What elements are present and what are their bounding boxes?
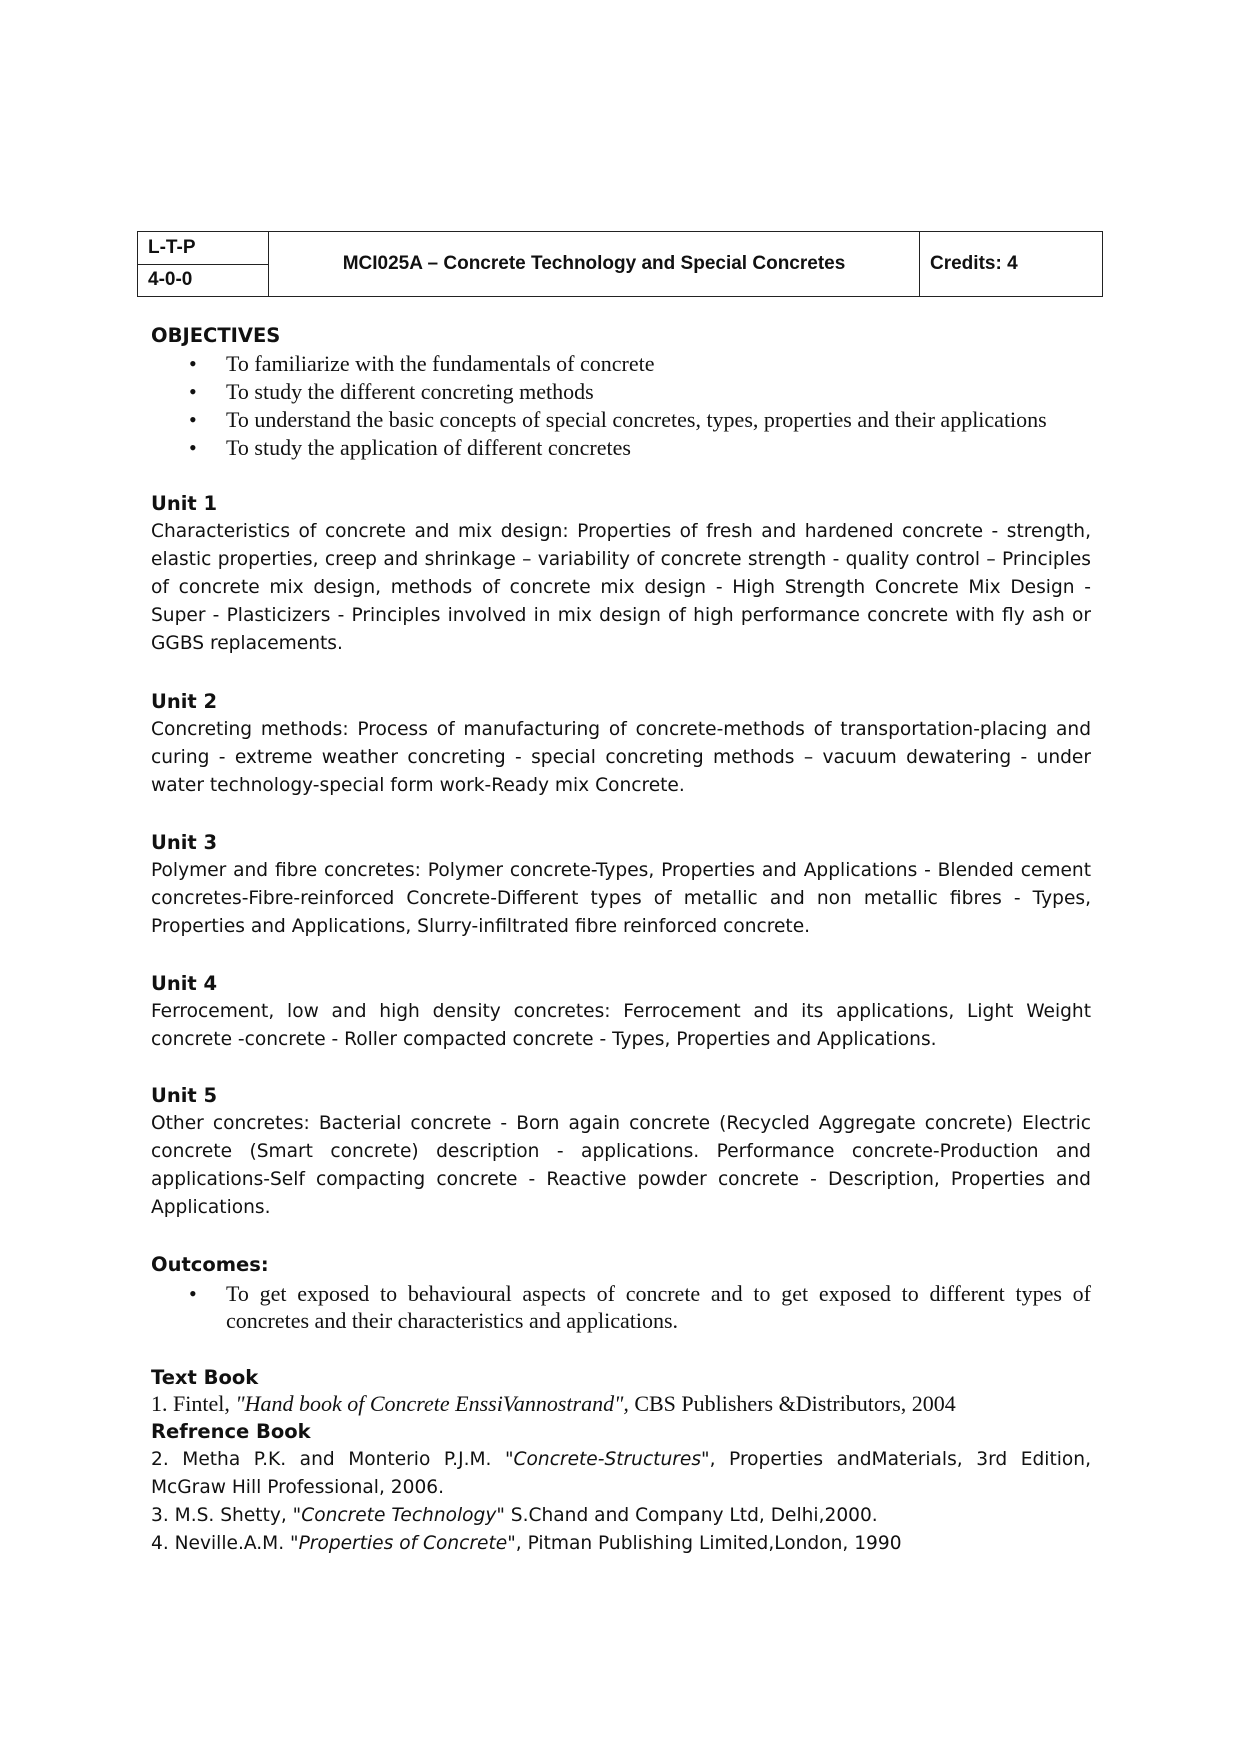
outcome-item: • To get exposed to behavioural aspects of concrete and to get exposed to different types of concretes and their characteristics and applications. <box>151 1280 1091 1334</box>
reference-prefix: 3. M.S. Shetty, <box>151 1505 293 1526</box>
reference-entry <box>151 1530 1091 1558</box>
outcomes-list <box>151 1280 1091 1334</box>
credits-label: Credits: 4 <box>920 232 1103 297</box>
reference-title: "Properties of Concrete" <box>290 1533 516 1554</box>
text-book-entry <box>151 1390 1091 1418</box>
objective-item: • To study the application of different concretes <box>151 434 1091 462</box>
course-header-table <box>137 231 1103 297</box>
unit-5-heading: Unit 5 <box>151 1084 218 1107</box>
unit-4-text: Ferrocement, low and high density concretes: Ferrocement and its applications, Light Weight concrete -concrete - Roller compacted concrete - Types, Properties and Applications. <box>151 1001 1091 1050</box>
reference-entry <box>151 1446 1091 1502</box>
text-book-title: "Hand book of Concrete EnssiVannostrand", <box>235 1391 629 1416</box>
unit-2-text: Concreting methods: Process of manufacturing of concrete-methods of transportation-placing and curing - extreme weather concreting - special concreting methods – vacuum dewatering - under water technology-special form work-Ready mix Concrete. <box>151 719 1091 796</box>
reference-title: "Concrete Technology" <box>292 1505 505 1526</box>
reference-suffix: , Pitman Publishing Limited,London, 1990 <box>515 1533 902 1554</box>
reference-prefix: 4. Neville.A.M. <box>151 1533 291 1554</box>
reference-prefix: 2. Metha P.K. and Monterio P.J.M. <box>151 1449 505 1470</box>
unit-1-text: Characteristics of concrete and mix design: Properties of fresh and hardened concrete - strength, elastic properties, creep and shrinkage – variability of concrete strength - quality control – Principles of concrete mix design, methods of concrete mix design - High Strength Concrete Mix Design - Super - Plasticizers - Principles involved in mix design of high performance concrete with fly ash or GGBS replacements. <box>151 521 1091 654</box>
objective-item: • To study the different concreting methods <box>151 378 1091 406</box>
outcomes-heading: Outcomes: <box>151 1253 269 1276</box>
objective-item: • To familiarize with the fundamentals of concrete <box>151 350 1091 378</box>
ltp-label: L-T-P <box>138 232 269 265</box>
text-book-heading: Text Book <box>151 1366 259 1389</box>
text-book-prefix: 1. Fintel, <box>151 1391 236 1416</box>
unit-1-heading: Unit 1 <box>151 492 218 515</box>
objectives-list <box>151 350 1091 462</box>
reference-suffix: , Properties andMaterials, 3rd Edition, McGraw Hill Professional, 2006. <box>151 1449 1091 1498</box>
unit-4-heading: Unit 4 <box>151 972 218 995</box>
objective-item: • To understand the basic concepts of special concretes, types, properties and their applications <box>151 406 1091 434</box>
unit-2-heading: Unit 2 <box>151 690 218 713</box>
reference-suffix: S.Chand and Company Ltd, Delhi,2000. <box>504 1505 878 1526</box>
reference-entry <box>151 1502 1091 1530</box>
course-title: MCI025A – Concrete Technology and Special Concretes <box>269 232 920 297</box>
objectives-heading: OBJECTIVES <box>151 324 281 347</box>
reference-title: "Concrete-Structures" <box>505 1449 710 1470</box>
unit-3-text: Polymer and fibre concretes: Polymer concrete-Types, Properties and Applications - Blended cement concretes-Fibre-reinforced Concrete-Different types of metallic and non metallic fibres - Types, Properties and Applications, Slurry-infiltrated fibre reinforced concrete. <box>151 860 1091 937</box>
reference-book-heading: Refrence Book <box>151 1420 311 1443</box>
text-book-suffix: CBS Publishers &Distributors, 2004 <box>628 1391 956 1416</box>
unit-3-heading: Unit 3 <box>151 831 218 854</box>
unit-5-text: Other concretes: Bacterial concrete - Born again concrete (Recycled Aggregate concrete) Electric concrete (Smart concrete) description - applications. Performance concrete-Production and applications-Self compacting concrete - Reactive powder concrete - Description, Properties and Applications. <box>151 1113 1091 1218</box>
ltp-value: 4-0-0 <box>138 264 269 297</box>
